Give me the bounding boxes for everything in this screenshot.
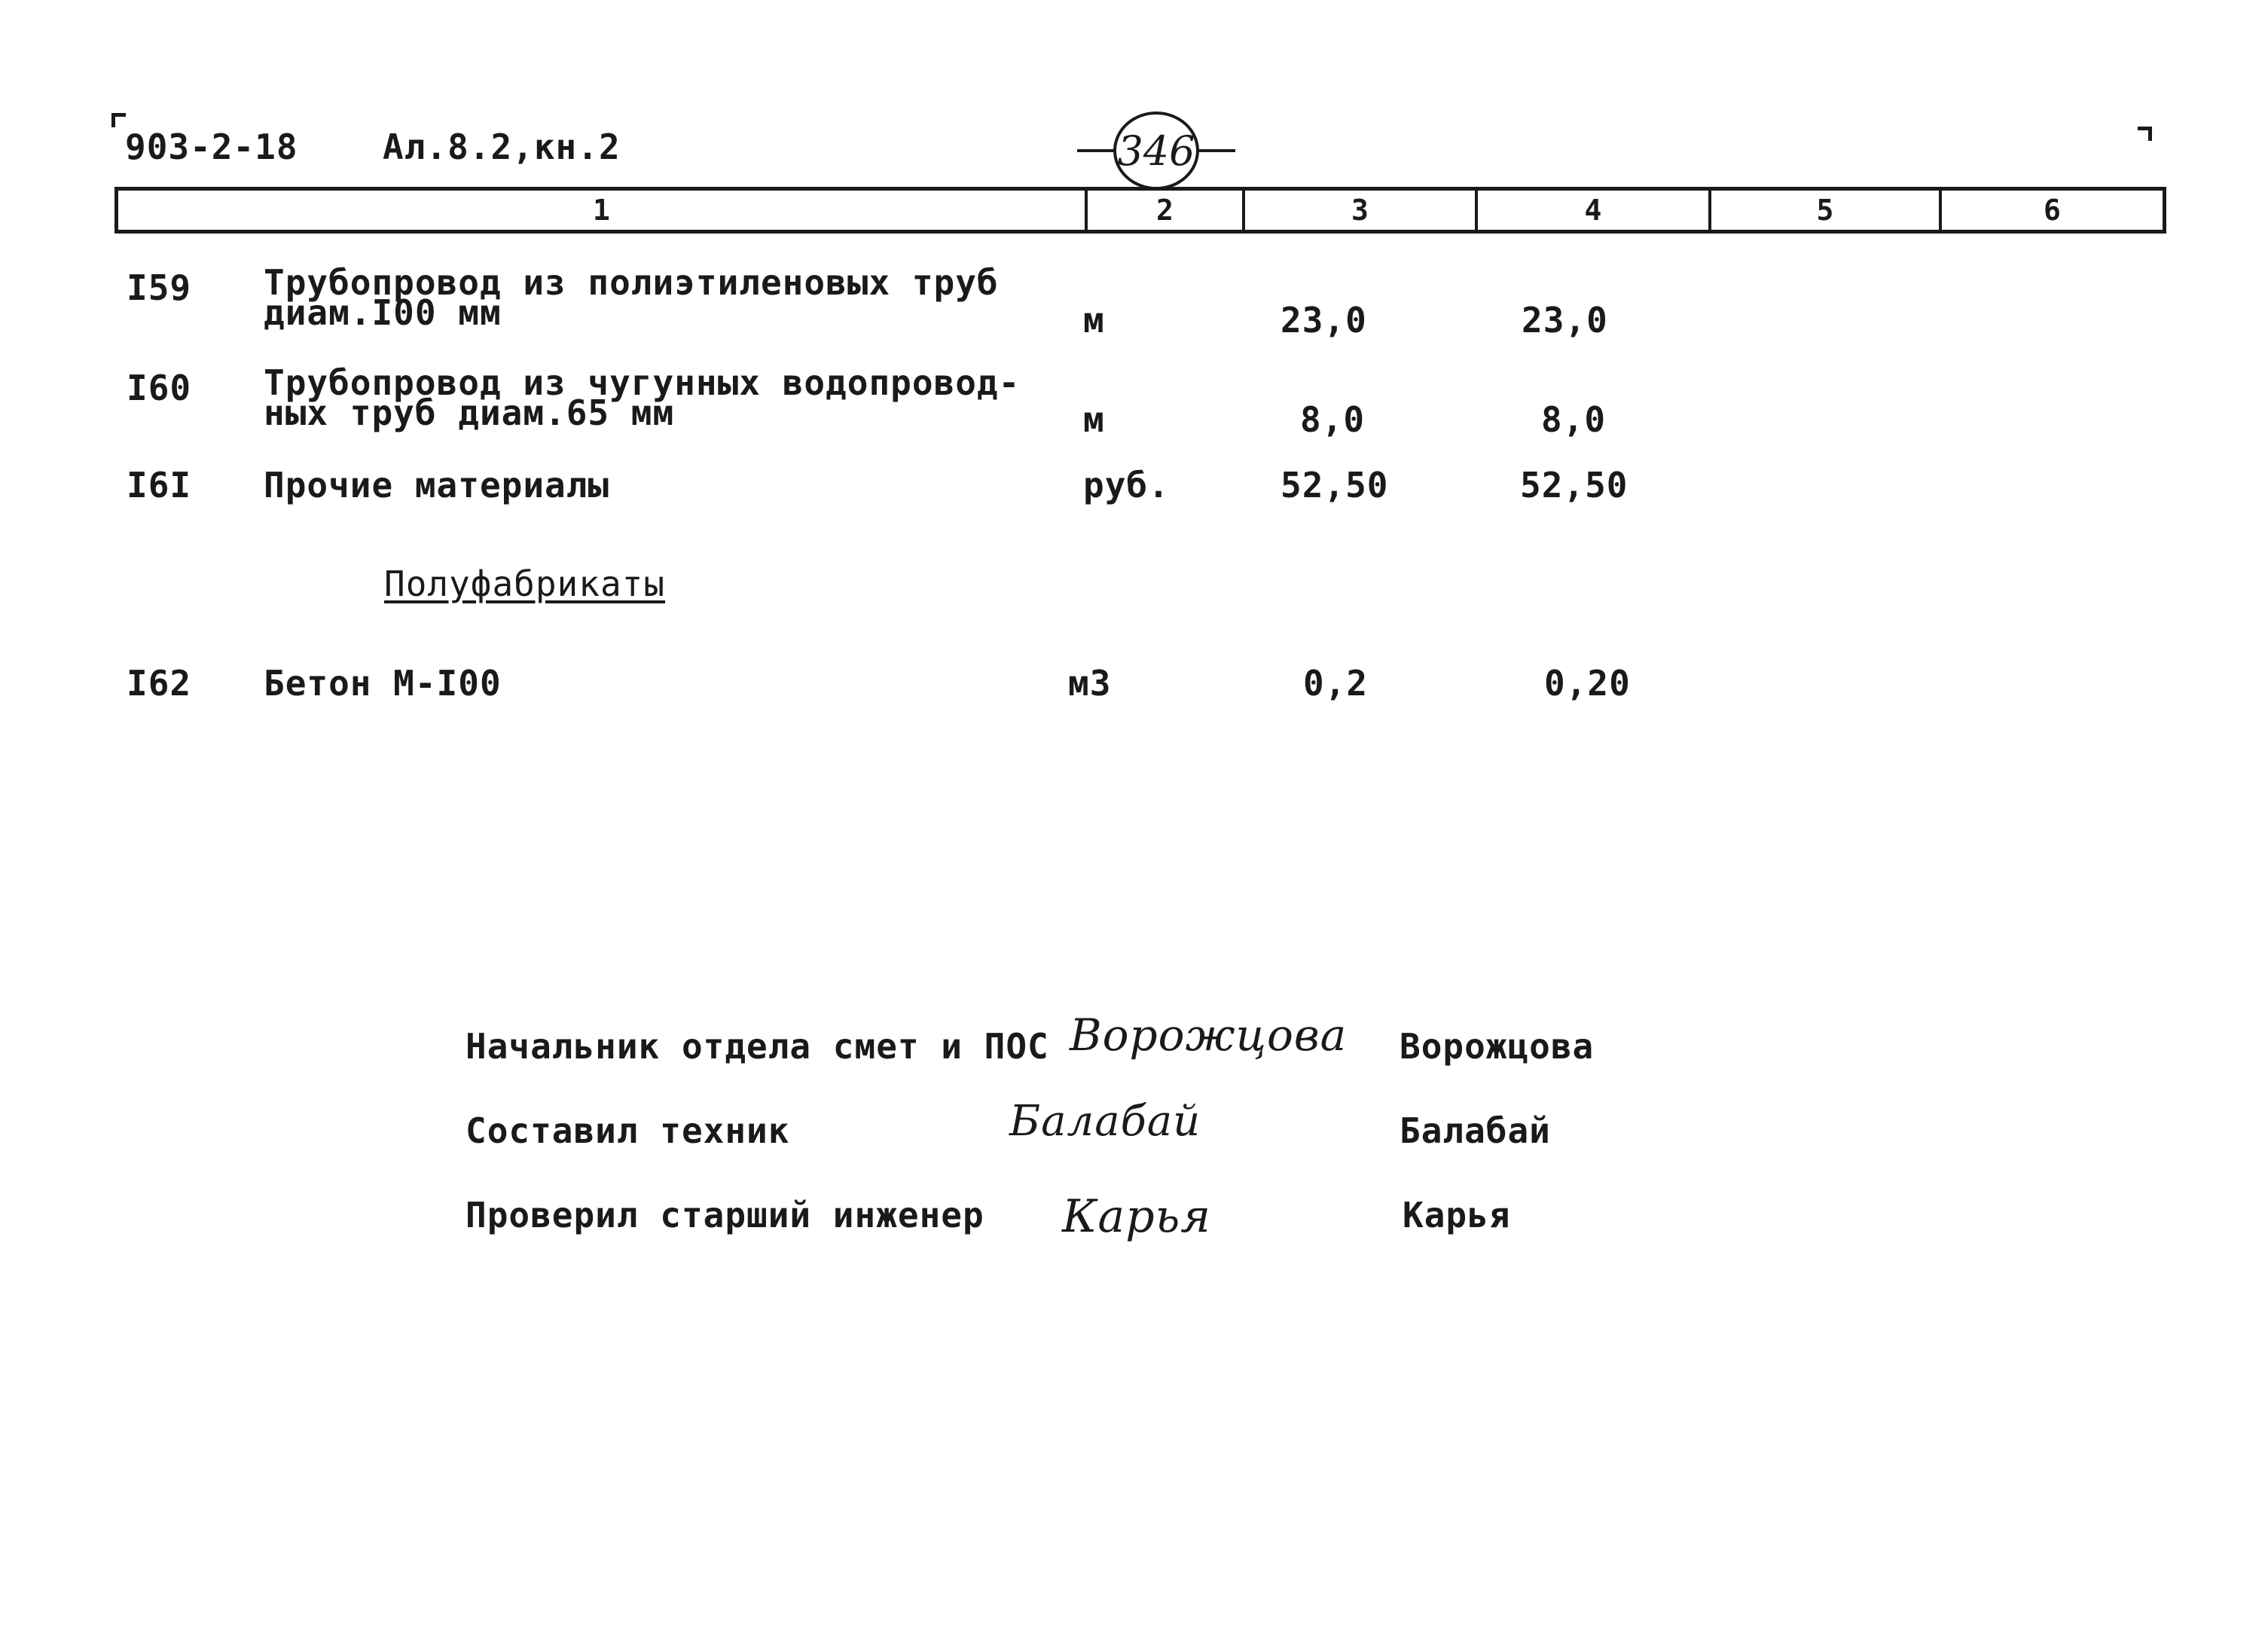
row-value-col3: 8,0	[1300, 399, 1366, 440]
album-reference: Ал.8.2,кн.2	[383, 127, 621, 167]
row-value-col4: 23,0	[1522, 300, 1608, 340]
signature-role: Начальник отдела смет и ПОС	[466, 1026, 1049, 1067]
handwritten-signature: Балабай	[1009, 1097, 1201, 1146]
signature-name: Карья	[1403, 1195, 1511, 1235]
corner-mark-top-right	[2138, 127, 2152, 141]
column-header-3: 3	[1245, 191, 1478, 230]
row-name: Бетон М-I00	[264, 663, 502, 704]
column-header-row	[114, 187, 2166, 234]
column-header-6: 6	[2044, 194, 2061, 227]
page-number-stamp	[1077, 111, 1235, 187]
row-number: I60	[127, 368, 192, 408]
signature-role: Проверил старший инженер	[466, 1195, 984, 1235]
row-number: I62	[127, 663, 192, 704]
row-value-col3: 23,0	[1281, 300, 1367, 340]
row-value-col3: 52,50	[1281, 465, 1389, 505]
row-unit: м	[1083, 300, 1105, 340]
signature-name: Балабай	[1400, 1110, 1551, 1151]
page-number-dash-right	[1199, 149, 1235, 152]
column-header-2: 2	[1088, 191, 1245, 230]
row-unit: м	[1083, 399, 1105, 440]
signature-role: Составил техник	[466, 1110, 790, 1151]
row-name: Прочие материалы	[264, 465, 610, 505]
page-number: 346	[1113, 111, 1199, 190]
column-header-1: 1	[118, 191, 1088, 230]
row-name	[264, 262, 999, 333]
row-number: I59	[127, 267, 192, 308]
row-value-col4: 52,50	[1520, 465, 1629, 505]
row-name-line: Трубопровод из чугунных водопровод-	[264, 362, 1021, 403]
row-value-col4: 0,20	[1544, 663, 1631, 704]
section-title: Полуфабрикаты	[384, 563, 666, 604]
row-name	[264, 362, 1021, 433]
row-unit: м3	[1068, 663, 1112, 704]
column-header-4: 4	[1478, 191, 1711, 230]
row-value-col4: 8,0	[1541, 399, 1607, 440]
row-name-line: диам.I00 мм	[264, 292, 502, 333]
row-name-line: ных труб диам.65 мм	[264, 392, 675, 433]
row-unit: руб.	[1083, 465, 1170, 505]
signature-name: Ворожцова	[1400, 1026, 1595, 1067]
page-number-dash-left	[1077, 149, 1113, 152]
corner-mark-top-left	[111, 113, 126, 127]
column-header-5: 5	[1711, 191, 1942, 230]
handwritten-signature: Карья	[1062, 1190, 1212, 1243]
row-name-line: Трубопровод из полиэтиленовых труб	[264, 262, 999, 303]
row-value-col3: 0,2	[1303, 663, 1369, 704]
doc-code: 903-2-18	[125, 127, 298, 167]
handwritten-signature: Ворожцова	[1070, 1009, 1348, 1061]
row-number: I6I	[127, 465, 192, 505]
